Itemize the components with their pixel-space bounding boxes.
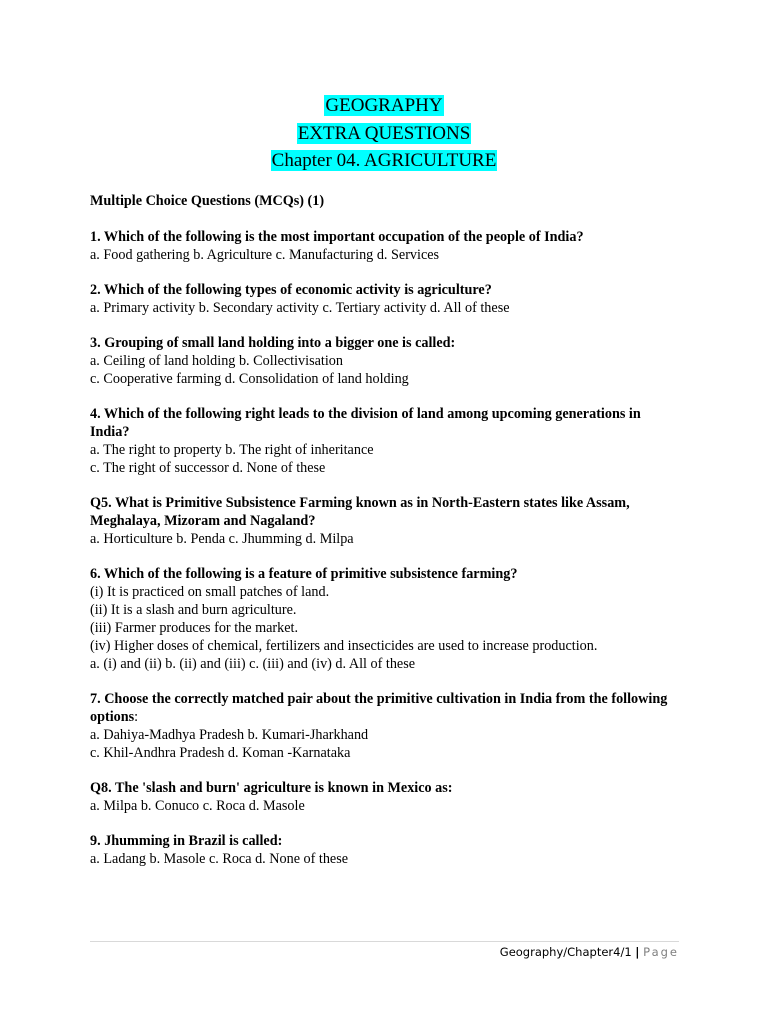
title-line-subject — [0, 92, 768, 120]
option-line: a. The right to property b. The right of inheritance — [90, 442, 374, 458]
option-line: a. Ladang b. Masole c. Roca d. None of these — [90, 851, 349, 867]
option-line: a. Food gathering b. Agriculture c. Manufacturing d. Services — [90, 247, 440, 263]
section-heading: Multiple Choice Questions (MCQs) (1) — [90, 193, 325, 209]
footer-chapter-ref: Geography/Chapter4/1 — [499, 945, 632, 959]
option-line: (ii) It is a slash and burn agriculture. — [90, 602, 297, 618]
option-line: a. Dahiya-Madhya Pradesh b. Kumari-Jharkhand — [90, 727, 369, 743]
option-line: a. Ceiling of land holding b. Collectivisation — [90, 353, 343, 369]
title-subject: GEOGRAPHY — [325, 95, 443, 116]
option-line: a. (i) and (ii) b. (ii) and (iii) c. (iii) and (iv) d. All of these — [90, 656, 416, 672]
question-1 — [90, 228, 682, 264]
title-line-chapter — [0, 147, 768, 175]
question-text: 9. Jhumming in Brazil is called: — [90, 833, 283, 849]
option-line: c. Cooperative farming d. Consolidation of land holding — [90, 371, 409, 387]
option-line: c. The right of successor d. None of these — [90, 460, 326, 476]
question-3 — [90, 334, 682, 388]
title-chapter: Chapter 04. AGRICULTURE — [271, 150, 497, 171]
question-4 — [90, 405, 682, 477]
question-text: 3. Grouping of small land holding into a bigger one is called: — [90, 335, 456, 351]
option-line: (iv) Higher doses of chemical, fertilizers and insecticides are used to increase production. — [90, 638, 598, 654]
footer-page-label: Page — [643, 945, 679, 959]
question-9 — [90, 832, 682, 868]
question-text-wrapper — [90, 690, 682, 726]
question-5 — [90, 494, 682, 548]
footer-divider — [90, 941, 679, 942]
question-text: 4. Which of the following right leads to the division of land among upcoming generations in India? — [90, 406, 641, 440]
question-8 — [90, 779, 682, 815]
option-line: c. Khil-Andhra Pradesh d. Koman -Karnataka — [90, 745, 351, 761]
document-body — [90, 192, 682, 885]
document-title-block — [0, 92, 768, 175]
question-text: Q8. The 'slash and burn' agriculture is known in Mexico as: — [90, 780, 453, 796]
question-text: Q5. What is Primitive Subsistence Farming known as in North-Eastern states like Assam, Meghalaya, Mizoram and Nagaland? — [90, 495, 630, 529]
title-type: EXTRA QUESTIONS — [297, 122, 471, 144]
question-text: 2. Which of the following types of economic activity is agriculture? — [90, 282, 492, 298]
question-7 — [90, 690, 682, 762]
option-line: a. Milpa b. Conuco c. Roca d. Masole — [90, 798, 305, 814]
question-text: 1. Which of the following is the most important occupation of the people of India? — [90, 229, 584, 245]
option-line: a. Horticulture b. Penda c. Jhumming d. Milpa — [90, 531, 354, 547]
question-6 — [90, 565, 682, 673]
option-line: (iii) Farmer produces for the market. — [90, 620, 299, 636]
question-suffix: : — [134, 709, 139, 725]
option-line: a. Primary activity b. Secondary activity c. Tertiary activity d. All of these — [90, 300, 510, 316]
question-text: 7. Choose the correctly matched pair about the primitive cultivation in India from the following options — [90, 691, 668, 725]
question-2 — [90, 281, 682, 317]
footer-separator: | — [635, 945, 640, 959]
option-line: (i) It is practiced on small patches of land. — [90, 584, 330, 600]
question-text: 6. Which of the following is a feature of primitive subsistence farming? — [90, 566, 518, 582]
title-line-type — [0, 120, 768, 148]
page-footer — [500, 944, 679, 960]
